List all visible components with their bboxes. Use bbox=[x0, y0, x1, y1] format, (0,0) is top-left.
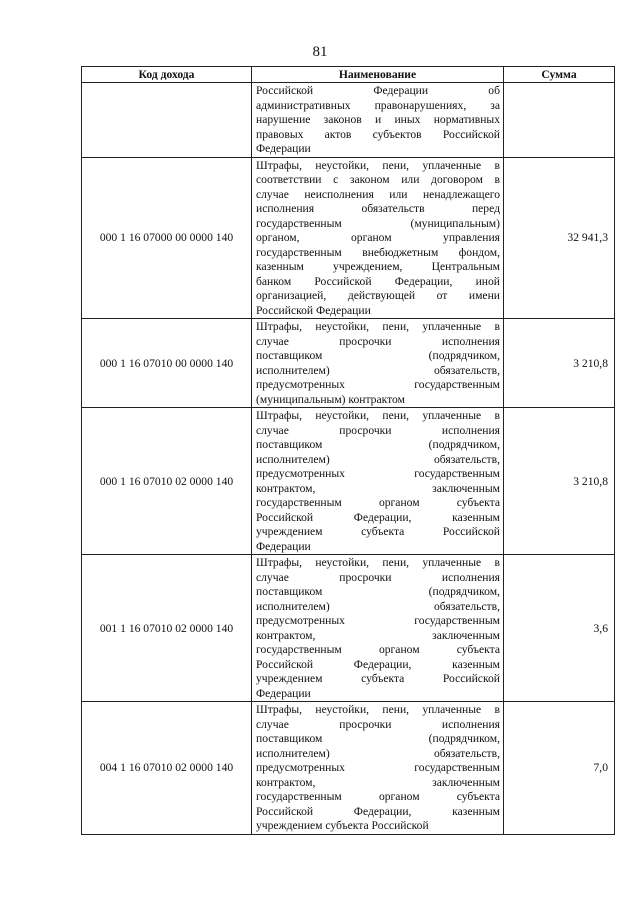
name-line: контрактом, заключенным bbox=[256, 481, 500, 495]
table-row bbox=[82, 702, 615, 835]
income-code: 000 1 16 07010 00 0000 140 bbox=[82, 319, 252, 408]
name-line: исполнителем) обязательств, bbox=[256, 599, 500, 613]
name-line: поставщиком (подрядчиком, bbox=[256, 732, 500, 745]
name-line: банком Российской Федерации, иной bbox=[256, 274, 500, 288]
name-line: контрактом, заключенным bbox=[256, 775, 500, 789]
table-row bbox=[82, 555, 615, 702]
name-line: поставщиком (подрядчиком, bbox=[256, 438, 500, 451]
name-line: правовых актов субъектов Российской bbox=[256, 127, 500, 141]
name-line: учреждением субъекта Российской bbox=[256, 819, 429, 832]
income-code: 000 1 16 07000 00 0000 140 bbox=[82, 157, 252, 319]
amount: 3 210,8 bbox=[504, 408, 615, 555]
page-number: 81 bbox=[312, 44, 328, 60]
header-row bbox=[82, 67, 615, 83]
name-line: органом, органом управления bbox=[256, 231, 500, 244]
budget-table bbox=[81, 66, 615, 835]
name-line: Российской Федерации, казенным bbox=[256, 510, 500, 524]
name-line: поставщиком (подрядчиком, bbox=[256, 349, 500, 362]
name-line: Федерации bbox=[256, 539, 311, 553]
name-line: соответствии с законом или договором в bbox=[256, 173, 500, 186]
name-line: нарушение законов и иных нормативных bbox=[256, 113, 500, 126]
header-amount: Сумма bbox=[504, 67, 615, 83]
name-line: предусмотренных государственным bbox=[256, 761, 500, 774]
name-line: Штрафы, неустойки, пени, уплаченные в bbox=[256, 703, 500, 716]
name-line: государственным органом субъекта bbox=[256, 496, 500, 509]
name-line: Российской Федерации, казенным bbox=[256, 804, 500, 818]
table-row bbox=[82, 319, 615, 408]
amount: 3,6 bbox=[504, 555, 615, 702]
name-line: Федерации bbox=[256, 686, 311, 700]
name-line: государственным внебюджетным фондом, bbox=[256, 245, 500, 259]
name-line: государственным (муниципальным) bbox=[256, 216, 500, 230]
name-line: Штрафы, неустойки, пени, уплаченные в bbox=[256, 556, 500, 569]
income-code bbox=[82, 83, 252, 158]
name-line: Федерации bbox=[256, 142, 311, 155]
name-line: Штрафы, неустойки, пени, уплаченные в bbox=[256, 409, 500, 422]
name-line: предусмотренных государственным bbox=[256, 467, 500, 480]
name-line: Российской Федерации об bbox=[256, 84, 500, 97]
name-line: казенным учреждением, Центральным bbox=[256, 260, 500, 273]
name-line: предусмотренных государственным bbox=[256, 378, 500, 391]
header-code: Код дохода bbox=[82, 67, 252, 83]
amount bbox=[504, 83, 615, 158]
name-line: контрактом, заключенным bbox=[256, 628, 500, 642]
name-line: Штрафы, неустойки, пени, уплаченные в bbox=[256, 320, 500, 333]
table-body bbox=[82, 83, 615, 835]
name-line: исполнителем) обязательств, bbox=[256, 363, 500, 377]
income-name bbox=[252, 555, 504, 702]
name-line: случае просрочки исполнения bbox=[256, 717, 500, 731]
name-line: организацией, действующей от имени bbox=[256, 289, 500, 302]
amount: 32 941,3 bbox=[504, 157, 615, 319]
income-code: 004 1 16 07010 02 0000 140 bbox=[82, 702, 252, 835]
income-code: 000 1 16 07010 02 0000 140 bbox=[82, 408, 252, 555]
income-name bbox=[252, 157, 504, 319]
name-line: учреждением субъекта Российской bbox=[256, 672, 500, 685]
name-line: поставщиком (подрядчиком, bbox=[256, 585, 500, 598]
name-line: Штрафы, неустойки, пени, уплаченные в bbox=[256, 158, 500, 172]
name-line: государственным органом субъекта bbox=[256, 643, 500, 656]
name-line: предусмотренных государственным bbox=[256, 614, 500, 627]
name-line: учреждением субъекта Российской bbox=[256, 525, 500, 538]
name-line: случае просрочки исполнения bbox=[256, 570, 500, 584]
name-line: Российской Федерации, казенным bbox=[256, 657, 500, 671]
name-line: Российской Федерации bbox=[256, 303, 371, 317]
income-code: 001 1 16 07010 02 0000 140 bbox=[82, 555, 252, 702]
name-line: случае просрочки исполнения bbox=[256, 423, 500, 437]
income-name bbox=[252, 408, 504, 555]
income-name bbox=[252, 83, 504, 158]
name-line: (муниципальным) контрактом bbox=[256, 392, 405, 406]
name-line: исполнителем) обязательств, bbox=[256, 452, 500, 466]
amount: 7,0 bbox=[504, 702, 615, 835]
income-name bbox=[252, 702, 504, 835]
name-line: исполнения обязательств перед bbox=[256, 202, 500, 215]
name-line: административных правонарушениях, за bbox=[256, 98, 500, 112]
table-row bbox=[82, 83, 615, 158]
name-line: исполнителем) обязательств, bbox=[256, 746, 500, 760]
name-line: случае неисполнения или ненадлежащего bbox=[256, 187, 500, 201]
name-line: государственным органом субъекта bbox=[256, 790, 500, 803]
header-name: Наименование bbox=[252, 67, 504, 83]
table-row bbox=[82, 408, 615, 555]
table-row bbox=[82, 157, 615, 319]
amount: 3 210,8 bbox=[504, 319, 615, 408]
income-name bbox=[252, 319, 504, 408]
name-line: случае просрочки исполнения bbox=[256, 334, 500, 348]
table-header bbox=[82, 67, 615, 83]
